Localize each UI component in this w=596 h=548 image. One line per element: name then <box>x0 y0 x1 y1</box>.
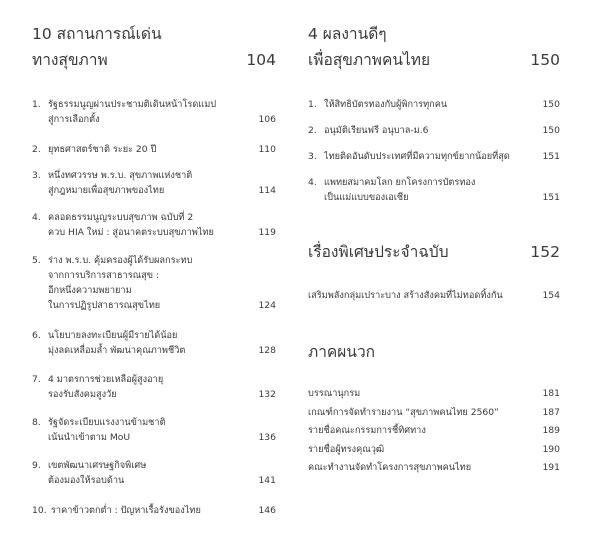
toc-item-title: เขตพัฒนาเศรษฐกิจพิเศษ <box>48 460 147 471</box>
section-title-line1: 4 ผลงานดีๆ <box>308 25 387 43</box>
toc-item-title: 4 มาตรการช่วยเหลือผู้สูงอายุ <box>48 374 164 385</box>
toc-item-title: อีกหนึ่งความพยายาม <box>48 285 132 296</box>
toc-item-title: เป็นแม่แบบของเอเชีย <box>324 192 409 203</box>
toc-item[interactable] <box>308 404 560 423</box>
toc-item-title: ยุทธศาสตร์ชาติ ระยะ 20 ปี <box>48 144 157 155</box>
toc-item-title: รัฐธรรมนูญผ่านประชามติเดินหน้าโรดแมป <box>48 99 217 110</box>
toc-item-number: 3. <box>32 170 41 181</box>
toc-item-page: 106 <box>258 114 276 125</box>
toc-item-title: รัฐจัดระเบียบแรงงานข้ามชาติ <box>48 417 166 428</box>
toc-item-title: ให้สิทธิบัตรทองกับผู้พิการทุกคน <box>324 99 448 110</box>
toc-item-number: 4. <box>308 177 317 188</box>
section-heading-special <box>308 240 560 264</box>
toc-list-appendix <box>308 385 560 478</box>
toc-item-page: 150 <box>542 125 560 136</box>
toc-item[interactable] <box>308 175 560 205</box>
toc-item-page: 128 <box>258 345 276 356</box>
toc-item-title: เสริมพลังกลุ่มเปราะบาง สร้างสังคมที่ไม่ทอดทิ้งกัน <box>308 290 503 301</box>
toc-item[interactable] <box>308 422 560 441</box>
toc-item-page: 191 <box>542 462 560 473</box>
toc-item[interactable] <box>32 503 276 518</box>
section-heading-achievements <box>308 22 560 72</box>
toc-item[interactable] <box>32 210 276 240</box>
toc-item-title: สู่การเลือกตั้ง <box>48 114 100 125</box>
toc-item-title: ต้องมองให้รอบด้าน <box>48 475 125 486</box>
toc-item[interactable] <box>308 287 560 306</box>
toc-item-number: 9. <box>32 460 41 471</box>
toc-item-title: คณะทำงานจัดทำโครงการสุขภาพคนไทย <box>308 462 472 473</box>
section-page-number: 152 <box>530 243 560 261</box>
toc-item-title: ไทยติดอันดับประเทศที่มีความทุกข์ยากน้อยที่สุด <box>324 151 510 162</box>
toc-item-page: 110 <box>258 144 276 155</box>
toc-item[interactable] <box>32 97 276 127</box>
toc-list-special <box>308 287 560 306</box>
toc-item-title: ในการปฏิรูปสาธารณสุขไทย <box>48 300 161 311</box>
toc-item-number: 8. <box>32 417 41 428</box>
section-heading-appendix <box>308 340 560 364</box>
toc-item-page: 146 <box>258 505 276 516</box>
toc-item[interactable] <box>308 123 560 138</box>
toc-item[interactable] <box>32 372 276 402</box>
section-title: ภาคผนวก <box>308 343 376 361</box>
toc-item-page: 151 <box>542 151 560 162</box>
section-page-number: 150 <box>530 51 560 69</box>
toc-item-title: จากการบริการสาธารณสุข : <box>48 270 160 281</box>
toc-item-number: 4. <box>32 212 41 223</box>
toc-item-page: 114 <box>258 185 276 196</box>
toc-item-title: อนุมัติเรียนฟรี อนุบาล-ม.6 <box>324 125 429 136</box>
toc-item[interactable] <box>308 441 560 460</box>
toc-item-page: 189 <box>542 425 560 436</box>
toc-item-title: รายชื่อคณะกรรมการชี้ทิศทาง <box>308 425 426 436</box>
toc-item-number: 6. <box>32 330 41 341</box>
toc-item[interactable] <box>32 415 276 445</box>
toc-item[interactable] <box>308 385 560 404</box>
toc-item[interactable] <box>32 142 276 157</box>
toc-item[interactable] <box>308 459 560 478</box>
toc-item-page: 154 <box>542 290 560 301</box>
section-title-line2: ทางสุขภาพ <box>32 51 108 69</box>
toc-item-page: 187 <box>542 406 560 418</box>
toc-item-page: 190 <box>542 443 560 455</box>
toc-item-page: 151 <box>542 192 560 203</box>
toc-item-page: 132 <box>258 389 276 400</box>
toc-item-title: คลอดธรรมนูญระบบสุขภาพ ฉบับที่ 2 <box>48 212 194 223</box>
toc-item-number: 10. <box>32 505 47 516</box>
toc-item-number: 2. <box>32 144 41 155</box>
toc-item-title: รองรับสังคมสูงวัย <box>48 389 117 400</box>
toc-item[interactable] <box>32 168 276 198</box>
toc-item-page: 119 <box>258 227 276 238</box>
toc-item-title: บรรณานุกรม <box>308 388 361 399</box>
toc-item-title: มุ่งลดเหลื่อมล้ำ พัฒนาคุณภาพชีวิต <box>48 345 186 356</box>
toc-item-number: 1. <box>308 99 317 110</box>
toc-item[interactable] <box>32 253 276 313</box>
section-title-line1: 10 สถานการณ์เด่น <box>32 25 162 43</box>
section-heading-situations <box>32 22 276 72</box>
toc-item-number: 1. <box>32 99 41 110</box>
toc-item-title: หนึ่งทศวรรษ พ.ร.บ. สุขภาพแห่งชาติ <box>48 170 193 181</box>
toc-item-title: เน้นนำเข้าตาม MoU <box>48 432 131 443</box>
toc-item[interactable] <box>308 97 560 112</box>
toc-item-title: ควบ HIA ใหม่ : สู่อนาคตระบบสุขภาพไทย <box>48 227 214 238</box>
toc-item-page: 124 <box>258 300 276 311</box>
toc-item[interactable] <box>32 458 276 488</box>
section-title-line2: เพื่อสุขภาพคนไทย <box>308 51 431 69</box>
toc-item-title: ราคาข้าวตกต่ำ : ปัญหาเรื้อรังของไทย <box>51 505 201 516</box>
toc-item-page: 150 <box>542 99 560 110</box>
toc-item-number: 3. <box>308 151 317 162</box>
toc-item-page: 136 <box>258 432 276 443</box>
toc-item-number: 5. <box>32 255 41 266</box>
toc-item-number: 7. <box>32 374 41 385</box>
toc-item-title: เกณฑ์การจัดทำรายงาน “สุขภาพคนไทย 2560” <box>308 406 499 418</box>
toc-item-number: 2. <box>308 125 317 136</box>
toc-item-title: รายชื่อผู้ทรงคุณวุฒิ <box>308 443 385 455</box>
toc-item-page: 181 <box>542 388 560 399</box>
section-page-number: 104 <box>246 51 276 69</box>
toc-item-title: สู่กฎหมายเพื่อสุขภาพของไทย <box>48 185 165 196</box>
toc-item-title: นโยบายลงทะเบียนผู้มีรายได้น้อย <box>48 330 178 341</box>
toc-item-page: 141 <box>258 475 276 486</box>
toc-item[interactable] <box>308 149 560 164</box>
section-title: เรื่องพิเศษประจำฉบับ <box>308 243 449 261</box>
toc-item-title: แพทยสมาคมโลก ยกโครงการบัตรทอง <box>324 177 476 188</box>
toc-item-title: ร่าง พ.ร.บ. คุ้มครองผู้ได้รับผลกระทบ <box>48 255 193 266</box>
toc-item[interactable] <box>32 328 276 358</box>
